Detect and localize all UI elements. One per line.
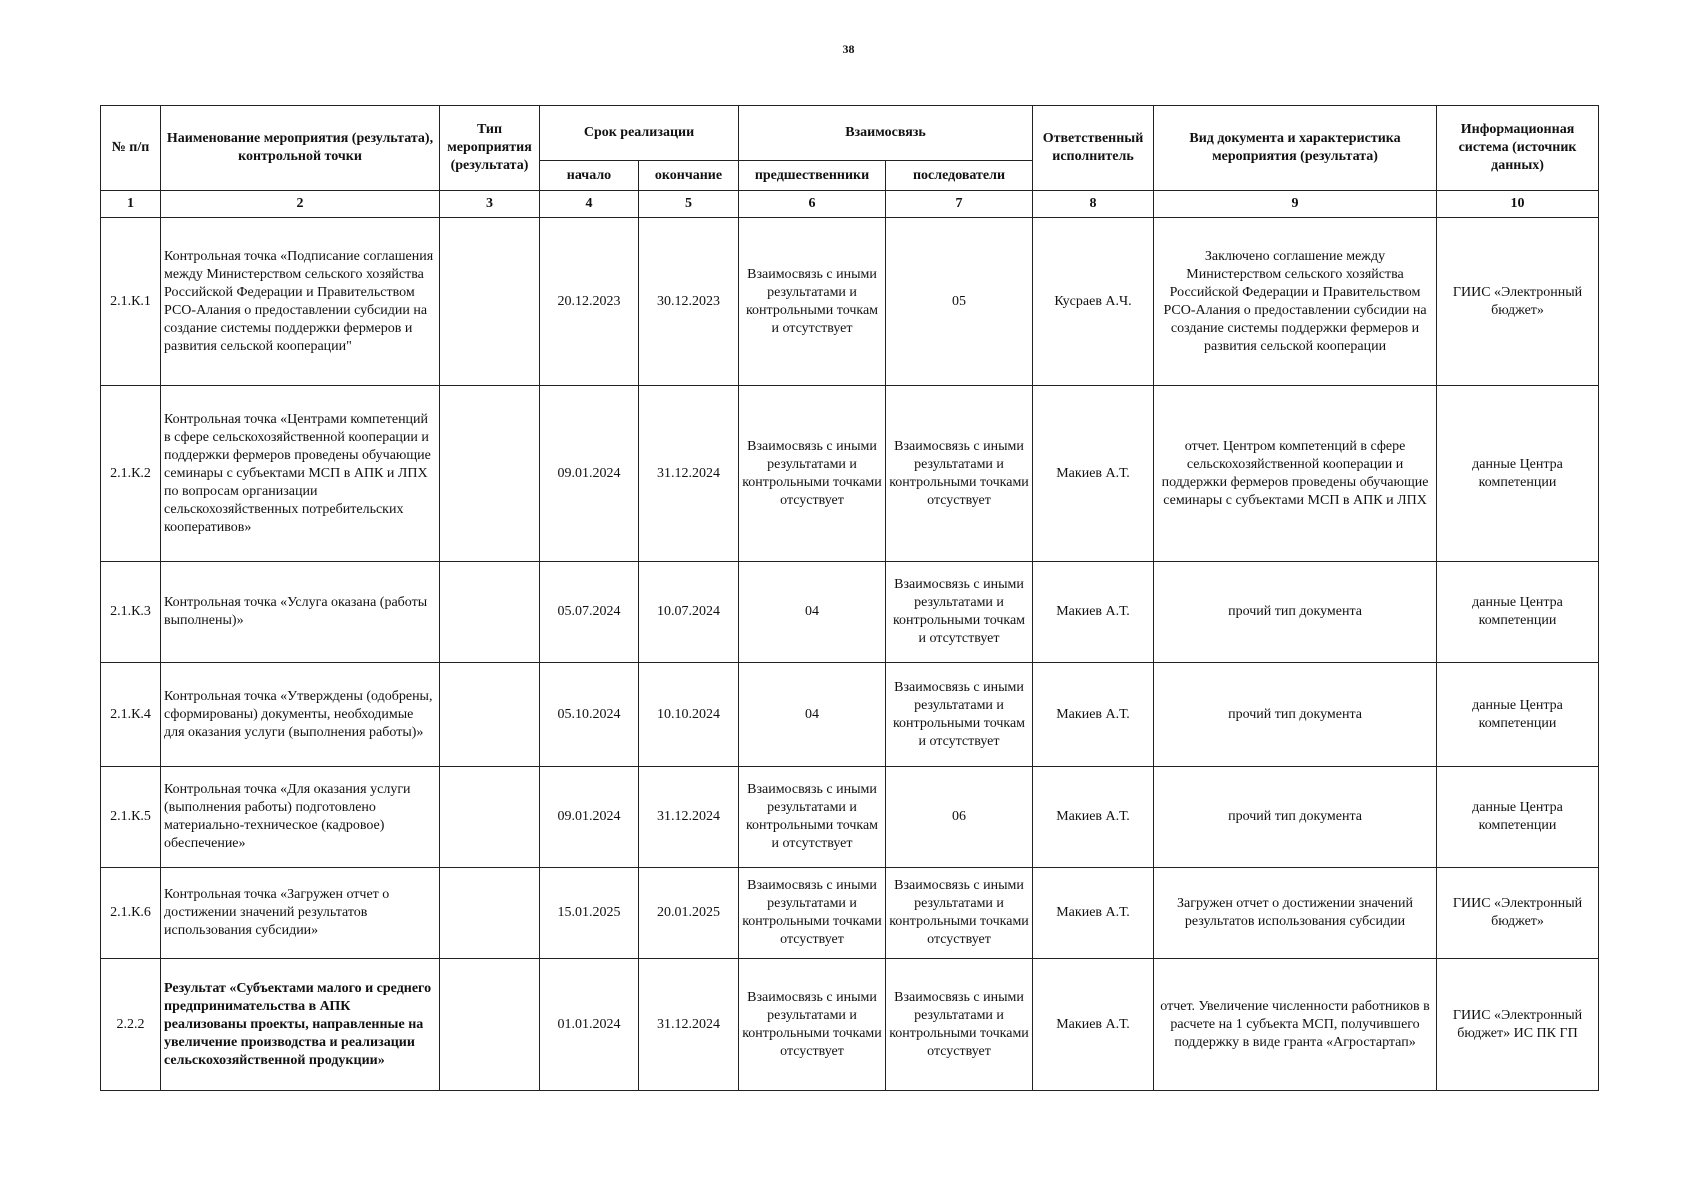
row-successors: Взаимосвязь с иными результатами и контрольными точкам и отсутствует bbox=[886, 663, 1033, 767]
row-executor: Макиев А.Т. bbox=[1033, 959, 1154, 1091]
header-relation: Взаимосвязь bbox=[739, 106, 1033, 161]
row-type bbox=[440, 663, 540, 767]
table-row bbox=[101, 767, 1599, 868]
plan-table bbox=[100, 105, 1599, 1091]
table-row bbox=[101, 218, 1599, 386]
row-successors: Взаимосвязь с иными результатами и контрольными точками отсуствует bbox=[886, 386, 1033, 562]
column-number: 2 bbox=[161, 191, 440, 218]
row-number: 2.1.К.1 bbox=[101, 218, 161, 386]
row-predecessors: Взаимосвязь с иными результатами и контрольными точкам и отсутствует bbox=[739, 767, 886, 868]
header-type: Тип мероприятия (результата) bbox=[440, 106, 540, 191]
column-number: 9 bbox=[1154, 191, 1437, 218]
row-number: 2.1.К.2 bbox=[101, 386, 161, 562]
row-number: 2.1.К.6 bbox=[101, 868, 161, 959]
row-end-date: 31.12.2024 bbox=[639, 959, 739, 1091]
header-end: окончание bbox=[639, 161, 739, 191]
row-info-system: данные Центра компетенции bbox=[1437, 386, 1599, 562]
row-name: Результат «Субъектами малого и среднего предпринимательства в АПК реализованы проекты, направленные на увеличение производства и реализации сельскохозяйственной продукции» bbox=[161, 959, 440, 1091]
header-doc: Вид документа и характеристика мероприятия (результата) bbox=[1154, 106, 1437, 191]
row-type bbox=[440, 868, 540, 959]
row-executor: Кусраев А.Ч. bbox=[1033, 218, 1154, 386]
column-number: 3 bbox=[440, 191, 540, 218]
row-end-date: 20.01.2025 bbox=[639, 868, 739, 959]
column-number: 6 bbox=[739, 191, 886, 218]
row-name: Контрольная точка «Для оказания услуги (выполнения работы) подготовлено материально-техническое (кадровое) обеспечение» bbox=[161, 767, 440, 868]
row-type bbox=[440, 767, 540, 868]
row-successors: 05 bbox=[886, 218, 1033, 386]
row-start-date: 01.01.2024 bbox=[540, 959, 639, 1091]
row-name: Контрольная точка «Утверждены (одобрены, сформированы) документы, необходимые для оказания услуги (выполнения работы)» bbox=[161, 663, 440, 767]
page-number: 38 bbox=[842, 42, 855, 56]
row-executor: Макиев А.Т. bbox=[1033, 868, 1154, 959]
row-start-date: 15.01.2025 bbox=[540, 868, 639, 959]
header-row-1 bbox=[101, 106, 1599, 161]
row-number: 2.1.К.3 bbox=[101, 562, 161, 663]
header-system: Информационная система (источник данных) bbox=[1437, 106, 1599, 191]
row-info-system: данные Центра компетенции bbox=[1437, 767, 1599, 868]
header-predecessors: предшественники bbox=[739, 161, 886, 191]
row-executor: Макиев А.Т. bbox=[1033, 663, 1154, 767]
row-predecessors: Взаимосвязь с иными результатами и контрольными точками отсуствует bbox=[739, 386, 886, 562]
row-document: отчет. Центром компетенций в сфере сельскохозяйственной кооперации и поддержки фермеров проведены обучающие семинары с субъектами МСП в АПК и ЛПХ bbox=[1154, 386, 1437, 562]
row-type bbox=[440, 386, 540, 562]
row-info-system: данные Центра компетенции bbox=[1437, 663, 1599, 767]
column-number: 4 bbox=[540, 191, 639, 218]
table-row bbox=[101, 868, 1599, 959]
header-num: № п/п bbox=[101, 106, 161, 191]
table-row bbox=[101, 386, 1599, 562]
row-type bbox=[440, 959, 540, 1091]
row-type bbox=[440, 218, 540, 386]
table-row bbox=[101, 663, 1599, 767]
row-name: Контрольная точка «Центрами компетенций в сфере сельскохозяйственной кооперации и поддержки фермеров проведены обучающие семинары с субъектами МСП в АПК и ЛПХ по вопросам организации сельскохозяйственных потребительских кооперативов» bbox=[161, 386, 440, 562]
row-start-date: 09.01.2024 bbox=[540, 767, 639, 868]
row-successors: Взаимосвязь с иными результатами и контрольными точками отсуствует bbox=[886, 868, 1033, 959]
row-predecessors: Взаимосвязь с иными результатами и контрольными точкам и отсутствует bbox=[739, 218, 886, 386]
row-start-date: 09.01.2024 bbox=[540, 386, 639, 562]
row-successors: Взаимосвязь с иными результатами и контрольными точками отсуствует bbox=[886, 959, 1033, 1091]
row-end-date: 31.12.2024 bbox=[639, 386, 739, 562]
row-type bbox=[440, 562, 540, 663]
row-executor: Макиев А.Т. bbox=[1033, 562, 1154, 663]
header-executor: Ответственный исполнитель bbox=[1033, 106, 1154, 191]
row-predecessors: Взаимосвязь с иными результатами и контрольными точками отсуствует bbox=[739, 868, 886, 959]
row-successors: Взаимосвязь с иными результатами и контрольными точкам и отсутствует bbox=[886, 562, 1033, 663]
row-document: прочий тип документа bbox=[1154, 767, 1437, 868]
header-successors: последователи bbox=[886, 161, 1033, 191]
column-number: 10 bbox=[1437, 191, 1599, 218]
column-number: 1 bbox=[101, 191, 161, 218]
row-name: Контрольная точка «Подписание соглашения между Министерством сельского хозяйства Российской Федерации и Правительством РСО-Алания о предоставлении субсидии на создание системы поддержки фермеров и развития сельской кооперации" bbox=[161, 218, 440, 386]
row-document: Загружен отчет о достижении значений результатов использования субсидии bbox=[1154, 868, 1437, 959]
row-executor: Макиев А.Т. bbox=[1033, 386, 1154, 562]
column-number: 5 bbox=[639, 191, 739, 218]
row-name: Контрольная точка «Загружен отчет о достижении значений результатов использования субсидии» bbox=[161, 868, 440, 959]
column-number: 8 bbox=[1033, 191, 1154, 218]
row-name: Контрольная точка «Услуга оказана (работы выполнены)» bbox=[161, 562, 440, 663]
row-start-date: 05.07.2024 bbox=[540, 562, 639, 663]
row-successors: 06 bbox=[886, 767, 1033, 868]
row-end-date: 30.12.2023 bbox=[639, 218, 739, 386]
column-number: 7 bbox=[886, 191, 1033, 218]
row-predecessors: 04 bbox=[739, 663, 886, 767]
row-end-date: 31.12.2024 bbox=[639, 767, 739, 868]
row-start-date: 05.10.2024 bbox=[540, 663, 639, 767]
row-predecessors: 04 bbox=[739, 562, 886, 663]
row-end-date: 10.10.2024 bbox=[639, 663, 739, 767]
header-period: Срок реализации bbox=[540, 106, 739, 161]
table-row bbox=[101, 959, 1599, 1091]
row-document: прочий тип документа bbox=[1154, 663, 1437, 767]
row-document: отчет. Увеличение численности работников в расчете на 1 субъекта МСП, получившего поддержку в виде гранта «Агростартап» bbox=[1154, 959, 1437, 1091]
header-name: Наименование мероприятия (результата), контрольной точки bbox=[161, 106, 440, 191]
table-row bbox=[101, 562, 1599, 663]
row-executor: Макиев А.Т. bbox=[1033, 767, 1154, 868]
row-document: Заключено соглашение между Министерством сельского хозяйства Российской Федерации и Правительством РСО-Алания о предоставлении субсидии на создание системы поддержки фермеров и развития сельской кооперации bbox=[1154, 218, 1437, 386]
row-start-date: 20.12.2023 bbox=[540, 218, 639, 386]
row-info-system: ГИИС «Электронный бюджет» bbox=[1437, 868, 1599, 959]
row-document: прочий тип документа bbox=[1154, 562, 1437, 663]
header-start: начало bbox=[540, 161, 639, 191]
column-number-row bbox=[101, 191, 1599, 218]
row-predecessors: Взаимосвязь с иными результатами и контрольными точками отсуствует bbox=[739, 959, 886, 1091]
row-number: 2.1.К.4 bbox=[101, 663, 161, 767]
row-end-date: 10.07.2024 bbox=[639, 562, 739, 663]
row-number: 2.2.2 bbox=[101, 959, 161, 1091]
row-info-system: ГИИС «Электронный бюджет» ИС ПК ГП bbox=[1437, 959, 1599, 1091]
row-info-system: данные Центра компетенции bbox=[1437, 562, 1599, 663]
row-number: 2.1.К.5 bbox=[101, 767, 161, 868]
row-info-system: ГИИС «Электронный бюджет» bbox=[1437, 218, 1599, 386]
